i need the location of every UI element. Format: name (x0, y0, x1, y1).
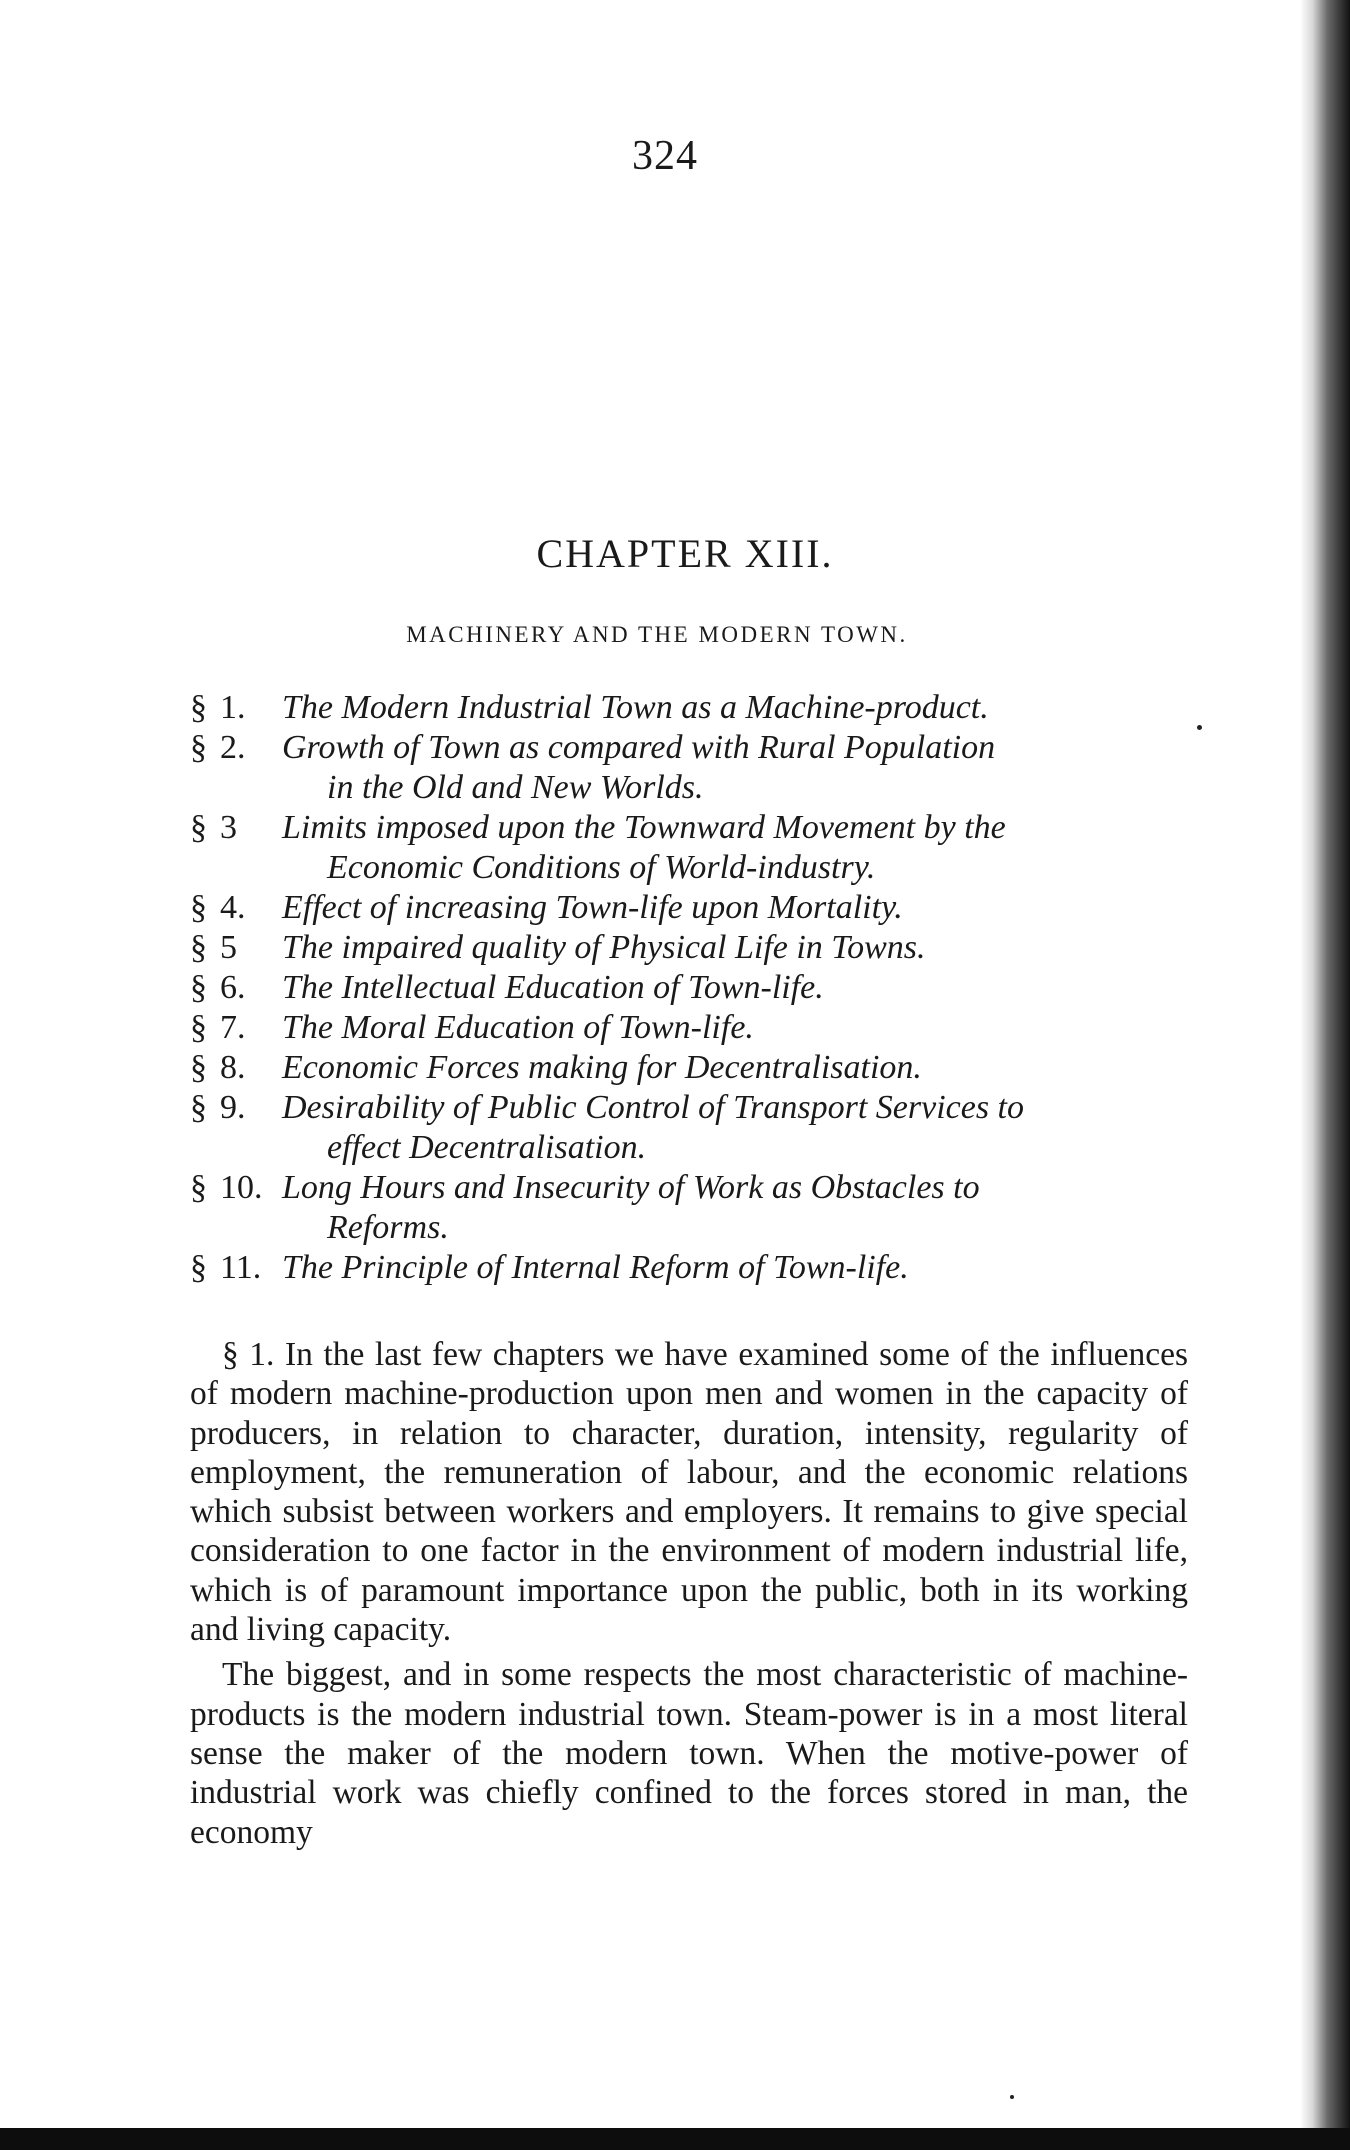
section-number: 10. (220, 1169, 263, 1206)
section-number: 6. (220, 969, 246, 1006)
section-title-line: Economic Forces making for Decentralisation. (282, 1049, 922, 1086)
section-sign: § (190, 1169, 207, 1206)
section-sign: § (190, 1089, 207, 1126)
section-title-line: The impaired quality of Physical Life in Towns. (282, 929, 926, 966)
section-title-line: in the Old and New Worlds. (327, 769, 704, 806)
section-title (282, 968, 1190, 1008)
section-sign: § (190, 1249, 207, 1286)
section-title (282, 928, 1190, 968)
page-number: 324 (632, 133, 698, 179)
contents-entry (190, 1048, 1190, 1088)
contents-entry (190, 928, 1190, 968)
section-number: 11. (220, 1249, 262, 1286)
section-number: 1. (220, 689, 246, 726)
scan-page-edge-shadow (1300, 0, 1350, 2150)
contents-entry (190, 968, 1190, 1008)
scan-speck (1197, 725, 1202, 730)
contents-entry (190, 1248, 1190, 1288)
scan-speck (1010, 2095, 1014, 2099)
contents-entry (190, 1168, 1190, 1248)
section-title (282, 1248, 1190, 1288)
contents-entry (190, 808, 1190, 888)
chapter-contents-list (190, 688, 1190, 1288)
section-number: 7. (220, 1009, 246, 1046)
section-title-line: The Moral Education of Town-life. (282, 1009, 754, 1046)
section-title (282, 1168, 1190, 1248)
section-sign: § (190, 689, 207, 726)
section-number: 4. (220, 889, 246, 926)
chapter-subtitle: MACHINERY AND THE MODERN TOWN. (406, 622, 908, 647)
section-title-line: effect Decentralisation. (327, 1129, 647, 1166)
section-title (282, 1088, 1190, 1168)
contents-entry (190, 888, 1190, 928)
section-number: 9. (220, 1089, 246, 1126)
section-sign: § (190, 929, 207, 966)
contents-entry (190, 1088, 1190, 1168)
section-number: 3 (220, 809, 237, 846)
section-title (282, 728, 1190, 808)
paragraph: The biggest, and in some respects the most characteristic of machine-products is the modern industrial town. Steam-power is in a most literal sense the maker of the modern town. When the motive-power of industrial work was chiefly confined to the forces stored in man, the economy (190, 1656, 1188, 1851)
section-sign: § (190, 969, 207, 1006)
section-title-line: Growth of Town as compared with Rural Population (282, 729, 996, 766)
section-title-line: The Intellectual Education of Town-life. (282, 969, 824, 1006)
section-title (282, 888, 1190, 928)
section-sign: § (190, 809, 207, 846)
contents-entry (190, 1008, 1190, 1048)
section-number: 2. (220, 729, 246, 766)
section-title (282, 808, 1190, 888)
section-sign: § (190, 889, 207, 926)
chapter-title: CHAPTER XIII. (536, 531, 834, 576)
body-text (190, 1335, 1188, 1852)
section-number: 8. (220, 1049, 246, 1086)
section-title (282, 688, 1190, 728)
contents-entry (190, 728, 1190, 808)
section-number: 5 (220, 929, 237, 966)
section-title (282, 1008, 1190, 1048)
section-title-line: Effect of increasing Town-life upon Mortality. (282, 889, 903, 926)
scan-bottom-edge (0, 2128, 1350, 2150)
contents-entry (190, 688, 1190, 728)
section-title-line: Limits imposed upon the Townward Movement by the (282, 809, 1006, 846)
section-title-line: Long Hours and Insecurity of Work as Obstacles to (282, 1169, 980, 1206)
section-sign: § (190, 1009, 207, 1046)
section-sign: § (190, 1049, 207, 1086)
section-title-line: The Modern Industrial Town as a Machine-product. (282, 689, 989, 726)
paragraph: § 1. In the last few chapters we have examined some of the influences of modern machine-production upon men and women in the capacity of producers, in relation to character, duration, intensity, regularity of employment, the remuneration of labour, and the economic relations which subsist between workers and employers. It remains to give special consideration to one factor in the environment of modern industrial life, which is of paramount importance upon the public, both in its working and living capacity. (190, 1336, 1188, 1649)
section-title-line: The Principle of Internal Reform of Town-life. (282, 1249, 909, 1286)
section-title-line: Desirability of Public Control of Transport Services to (282, 1089, 1025, 1126)
section-sign: § (190, 729, 207, 766)
section-title (282, 1048, 1190, 1088)
section-title-line: Economic Conditions of World-industry. (327, 849, 876, 886)
section-title-line: Reforms. (327, 1209, 449, 1246)
